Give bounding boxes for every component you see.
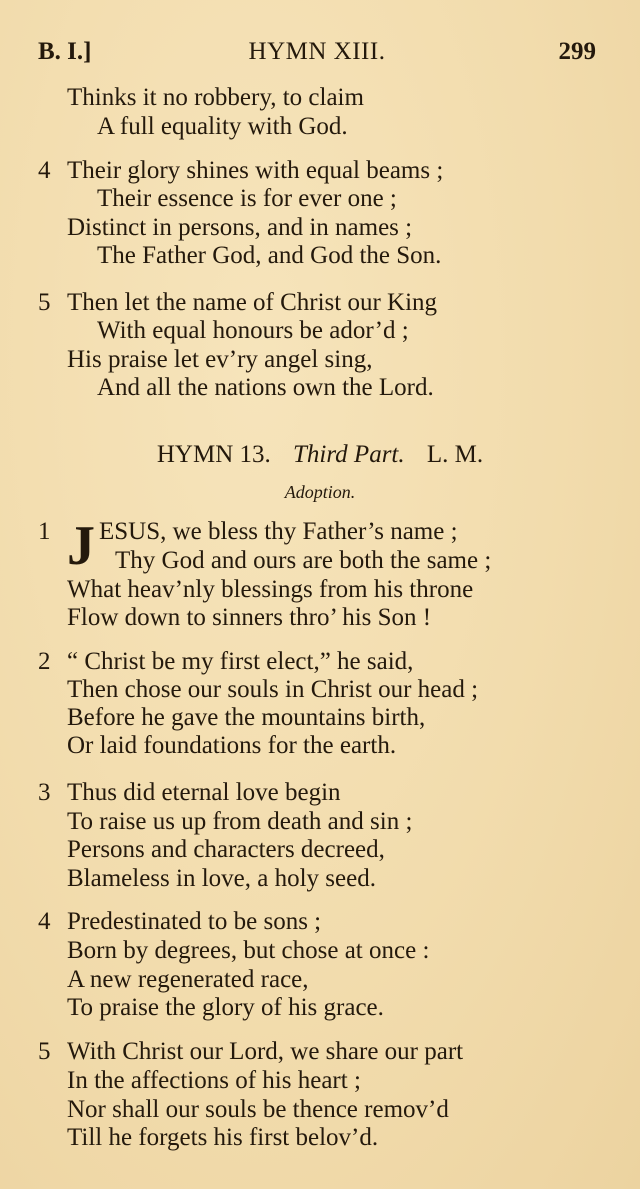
verse-line: A new regenerated race,	[67, 966, 309, 993]
verse-line: Blameless in love, a holy seed.	[67, 865, 376, 892]
verse-number: 5	[38, 289, 51, 316]
verse-line: And all the nations own the Lord.	[97, 374, 434, 401]
verse-line: Before he gave the mountains birth,	[67, 704, 426, 731]
verse-line: Persons and characters decreed,	[67, 836, 385, 863]
verse-line: Nor shall our souls be thence remov’d	[67, 1096, 449, 1123]
verse-number: 1	[38, 518, 51, 545]
verse-line: Till he forgets his first belov’d.	[67, 1124, 379, 1151]
verse-line: Born by degrees, but chose at once :	[67, 937, 430, 964]
verse-line: Thy God and ours are both the same ;	[115, 547, 492, 574]
book-section-label: B. I.]	[38, 38, 92, 65]
verse-line: In the affections of his heart ;	[67, 1067, 361, 1094]
verse-number: 5	[38, 1038, 51, 1065]
verse-line: Then let the name of Christ our King	[67, 289, 438, 316]
verse-line: Flow down to sinners thro’ his Son !	[67, 604, 432, 631]
verse-line: With equal honours be ador’d ;	[97, 317, 409, 344]
drop-cap: J	[67, 515, 95, 577]
verse-line: To raise us up from death and sin ;	[67, 808, 413, 835]
verse-number: 3	[38, 779, 51, 806]
running-title: HYMN XIII.	[248, 38, 386, 65]
verse-line: What heav’nly blessings from his throne	[67, 576, 474, 603]
verse-line: Their essence is for ever one ;	[97, 185, 397, 212]
verse-line: Thus did eternal love begin	[67, 779, 341, 806]
page-number: 299	[558, 38, 596, 65]
verse-line: Thinks it no robbery, to claim	[67, 84, 364, 111]
verse-number: 4	[38, 157, 51, 184]
verse-line: ESUS, we bless thy Father’s name ;	[99, 518, 458, 545]
hymn-subtitle: Adoption.	[284, 482, 356, 502]
running-header	[38, 37, 596, 67]
verse-line: Their glory shines with equal beams ;	[67, 157, 444, 184]
hymn-part: Third Part.	[293, 441, 405, 468]
hymn-number: HYMN 13.	[156, 441, 271, 468]
verse-line: Or laid foundations for the earth.	[67, 732, 397, 759]
verse-line: Distinct in persons, and in names ;	[67, 214, 413, 241]
verse-line: “ Christ be my first elect,” he said,	[67, 648, 414, 675]
verse-line: A full equality with God.	[97, 113, 348, 140]
verse-line: Predestinated to be sons ;	[67, 908, 322, 935]
verse-line: With Christ our Lord, we share our part	[67, 1038, 464, 1065]
verse-line: Then chose our souls in Christ our head ;	[67, 676, 479, 703]
verse-number: 4	[38, 908, 51, 935]
hymn-meter: L. M.	[426, 441, 484, 468]
verse-line: His praise let ev’ry angel sing,	[67, 346, 373, 373]
verse-line: To praise the glory of his grace.	[67, 994, 384, 1021]
verse-line: The Father God, and God the Son.	[97, 242, 442, 269]
hymn-heading	[0, 440, 640, 470]
verse-number: 2	[38, 648, 51, 675]
